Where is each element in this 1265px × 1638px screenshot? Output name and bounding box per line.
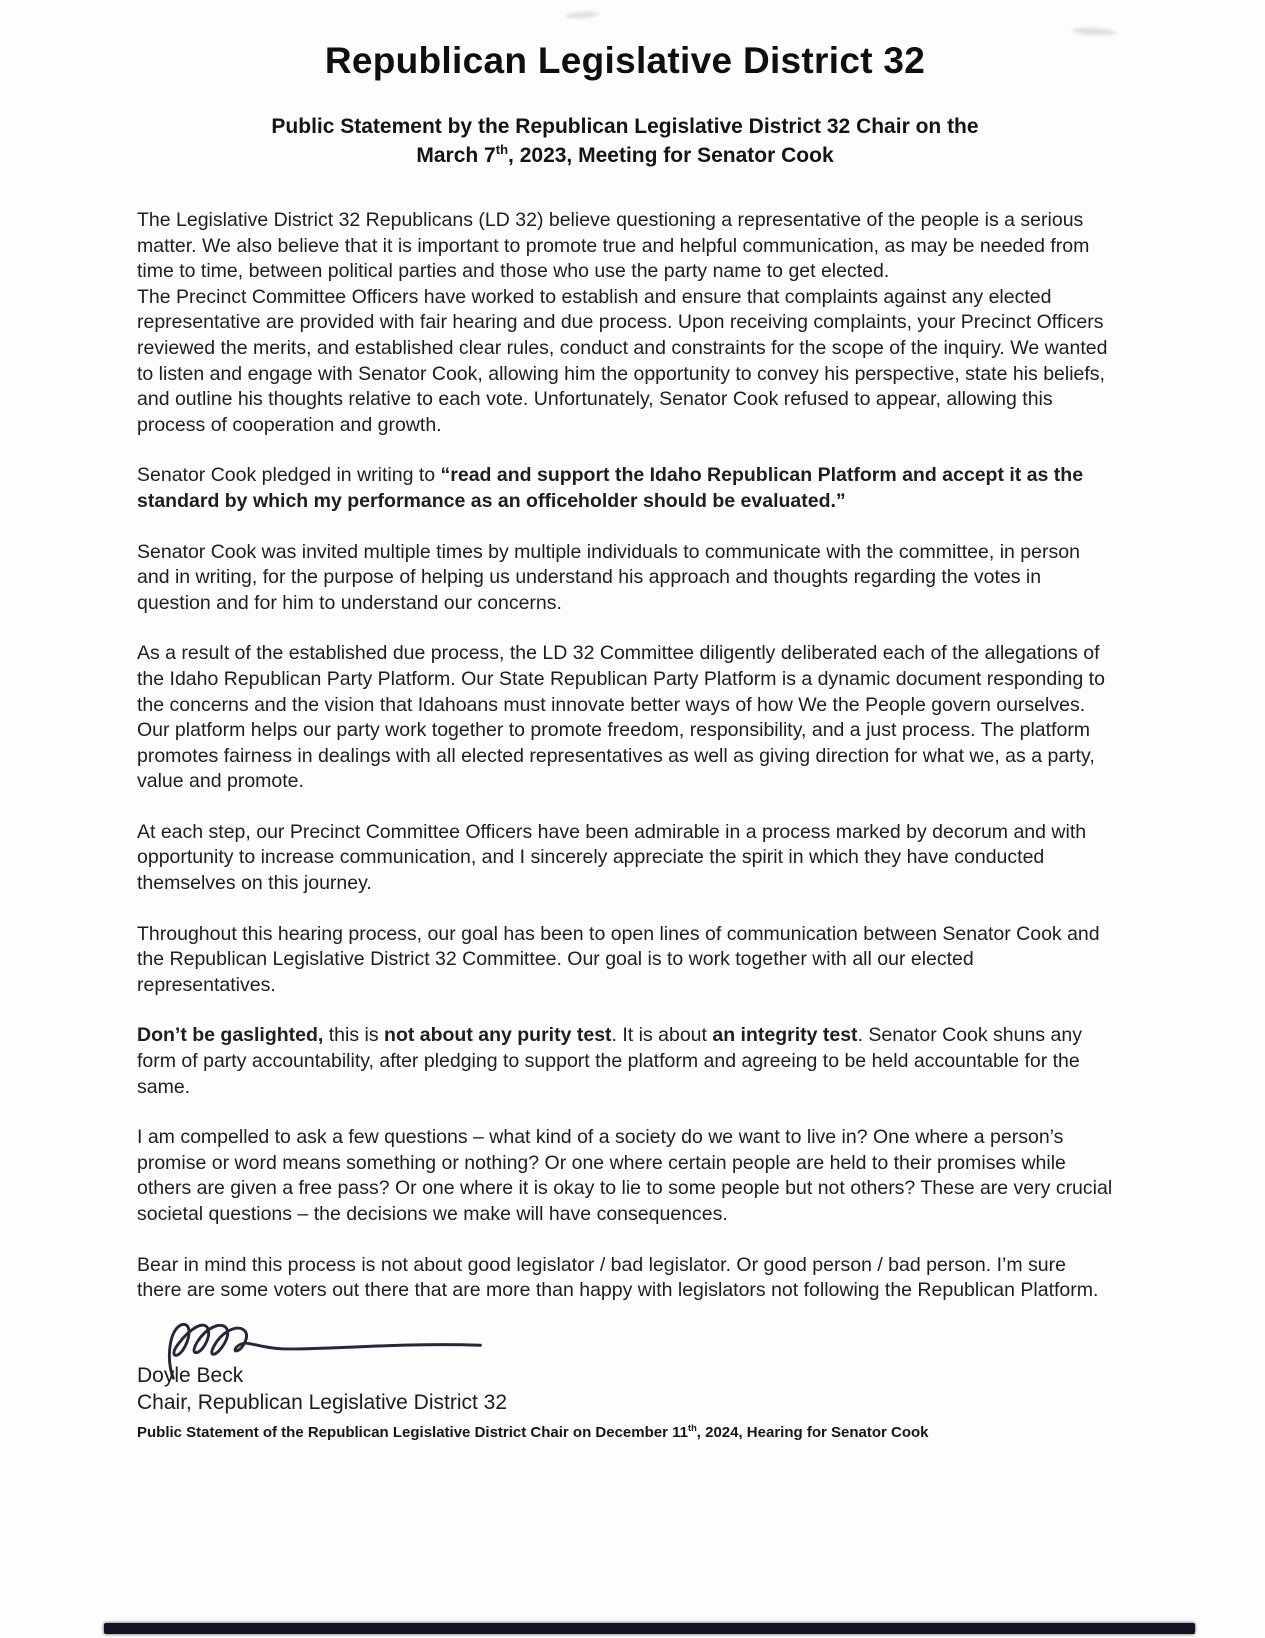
- text-run: . Senator Cook shuns any form of party accountability, after pledging to support the platform and agreeing to be held accountable for the same.: [137, 1024, 1082, 1098]
- bold-text-run: not about any purity test: [384, 1024, 612, 1047]
- subtitle-line-2: [137, 141, 1113, 170]
- paragraph: [137, 1253, 1113, 1304]
- signatory-name: Doyle Beck: [137, 1363, 244, 1387]
- text-run: , 2023, Meeting for Senator Cook: [508, 144, 834, 167]
- text-run: As a result of the established due process, the LD 32 Committee diligently deliberated each of the allegations of the Idaho Republican Party Platform. Our State Republican Party Platform is a dynamic document responding to the concerns and the vision that Idahoans must innovate better ways of how We the People govern ourselves. Our platform helps our party work together to promote freedom, responsibility, and a just process. The platform promotes fairness in dealings with all elected representatives as well as giving direction for what we, as a party, value and promote.: [137, 642, 1105, 793]
- paragraph: [137, 1125, 1113, 1227]
- text-run: this is: [323, 1024, 385, 1047]
- scan-artifact: [1072, 27, 1116, 36]
- document-title: Republican Legislative District 32: [324, 40, 926, 81]
- paragraph: [137, 285, 1113, 439]
- paragraph: [137, 820, 1113, 897]
- paragraph: [137, 1023, 1113, 1100]
- document-body: [137, 208, 1113, 1304]
- bold-text-run: Don’t be gaslighted,: [137, 1024, 324, 1047]
- text-run: At each step, our Precinct Committee Officers have been admirable in a process marked by decorum and with opportunity to increase communication, and I sincerely appreciate the spirit in which they have conducted themselves on this journey.: [137, 820, 1087, 895]
- paragraph: [137, 922, 1113, 999]
- text-run: The Precinct Committee Officers have worked to establish and ensure that complaints against any elected representative are provided with fair hearing and due process. Upon receiving complaints, your Precinct Officers reviewed the merits, and established clear rules, conduct and constraints for the scope of the inquiry. We wanted to listen and engage with Senator Cook, allowing him the opportunity to convey his perspective, state his beliefs, and outline his thoughts relative to each vote. Unfortunately, Senator Cook refused to appear, allowing this process of cooperation and growth.: [137, 285, 1108, 436]
- text-run: th: [495, 142, 509, 157]
- text-run: Public Statement of the Republican Legislative District Chair on December 11: [137, 1423, 688, 1441]
- text-run: March 7: [416, 144, 496, 167]
- paragraph: [137, 540, 1113, 617]
- signature-block: [137, 1316, 1113, 1441]
- text-run: The Legislative District 32 Republicans (LD 32) believe questioning a representative of the people is a serious matter. We also believe that it is important to promote true and helpful communication, as may be needed from time to time, between political parties and those who use the party name to get elected.: [137, 209, 1090, 283]
- paragraph: [137, 463, 1113, 514]
- signatory-title: Chair, Republican Legislative District 32: [137, 1390, 508, 1414]
- document-subtitle: [137, 112, 1113, 170]
- text-run: Senator Cook pledged in writing to: [137, 464, 441, 487]
- text-run: Throughout this hearing process, our goal has been to open lines of communication between Senator Cook and the Republican Legislative District 32 Committee. Our goal is to work together with all our elected representatives.: [137, 922, 1100, 996]
- text-run: , 2024, Hearing for Senator Cook: [696, 1423, 929, 1441]
- subtitle-line-1: [137, 112, 1113, 141]
- paragraph: [137, 208, 1113, 285]
- paragraph: [137, 641, 1113, 795]
- scan-artifact: [565, 11, 599, 19]
- text-run: . It is about: [611, 1024, 713, 1047]
- bold-text-run: an integrity test: [712, 1024, 858, 1047]
- text-run: Senator Cook was invited multiple times by multiple individuals to communicate with the committee, in person and in writing, for the purpose of helping us understand his approach and thoughts regarding the votes in question and for him to understand our concerns.: [137, 540, 1080, 614]
- footer-note: [137, 1424, 1113, 1441]
- bold-text-run: “read and support the Idaho Republican Platform and accept it as the standard by which my performance as an officeholder should be evaluated.”: [137, 464, 1084, 512]
- text-run: I am compelled to ask a few questions – what kind of a society do we want to live in? One where a person’s promise or word means something or nothing? Or one where certain people are held to their promises while others are given a free pass? Or one where it is okay to lie to some people but not others? These are very crucial societal questions – the decisions we make will have consequences.: [137, 1126, 1113, 1225]
- text-run: Public Statement by the Republican Legislative District 32 Chair on the: [271, 115, 979, 138]
- text-run: Bear in mind this process is not about good legislator / bad legislator. Or good person / bad person. I’m sure there are some voters out there that are more than happy with legislators not following the Republican Platform.: [137, 1253, 1099, 1302]
- text-run: th: [687, 1422, 697, 1433]
- scan-edge-artifact: [104, 1623, 1195, 1634]
